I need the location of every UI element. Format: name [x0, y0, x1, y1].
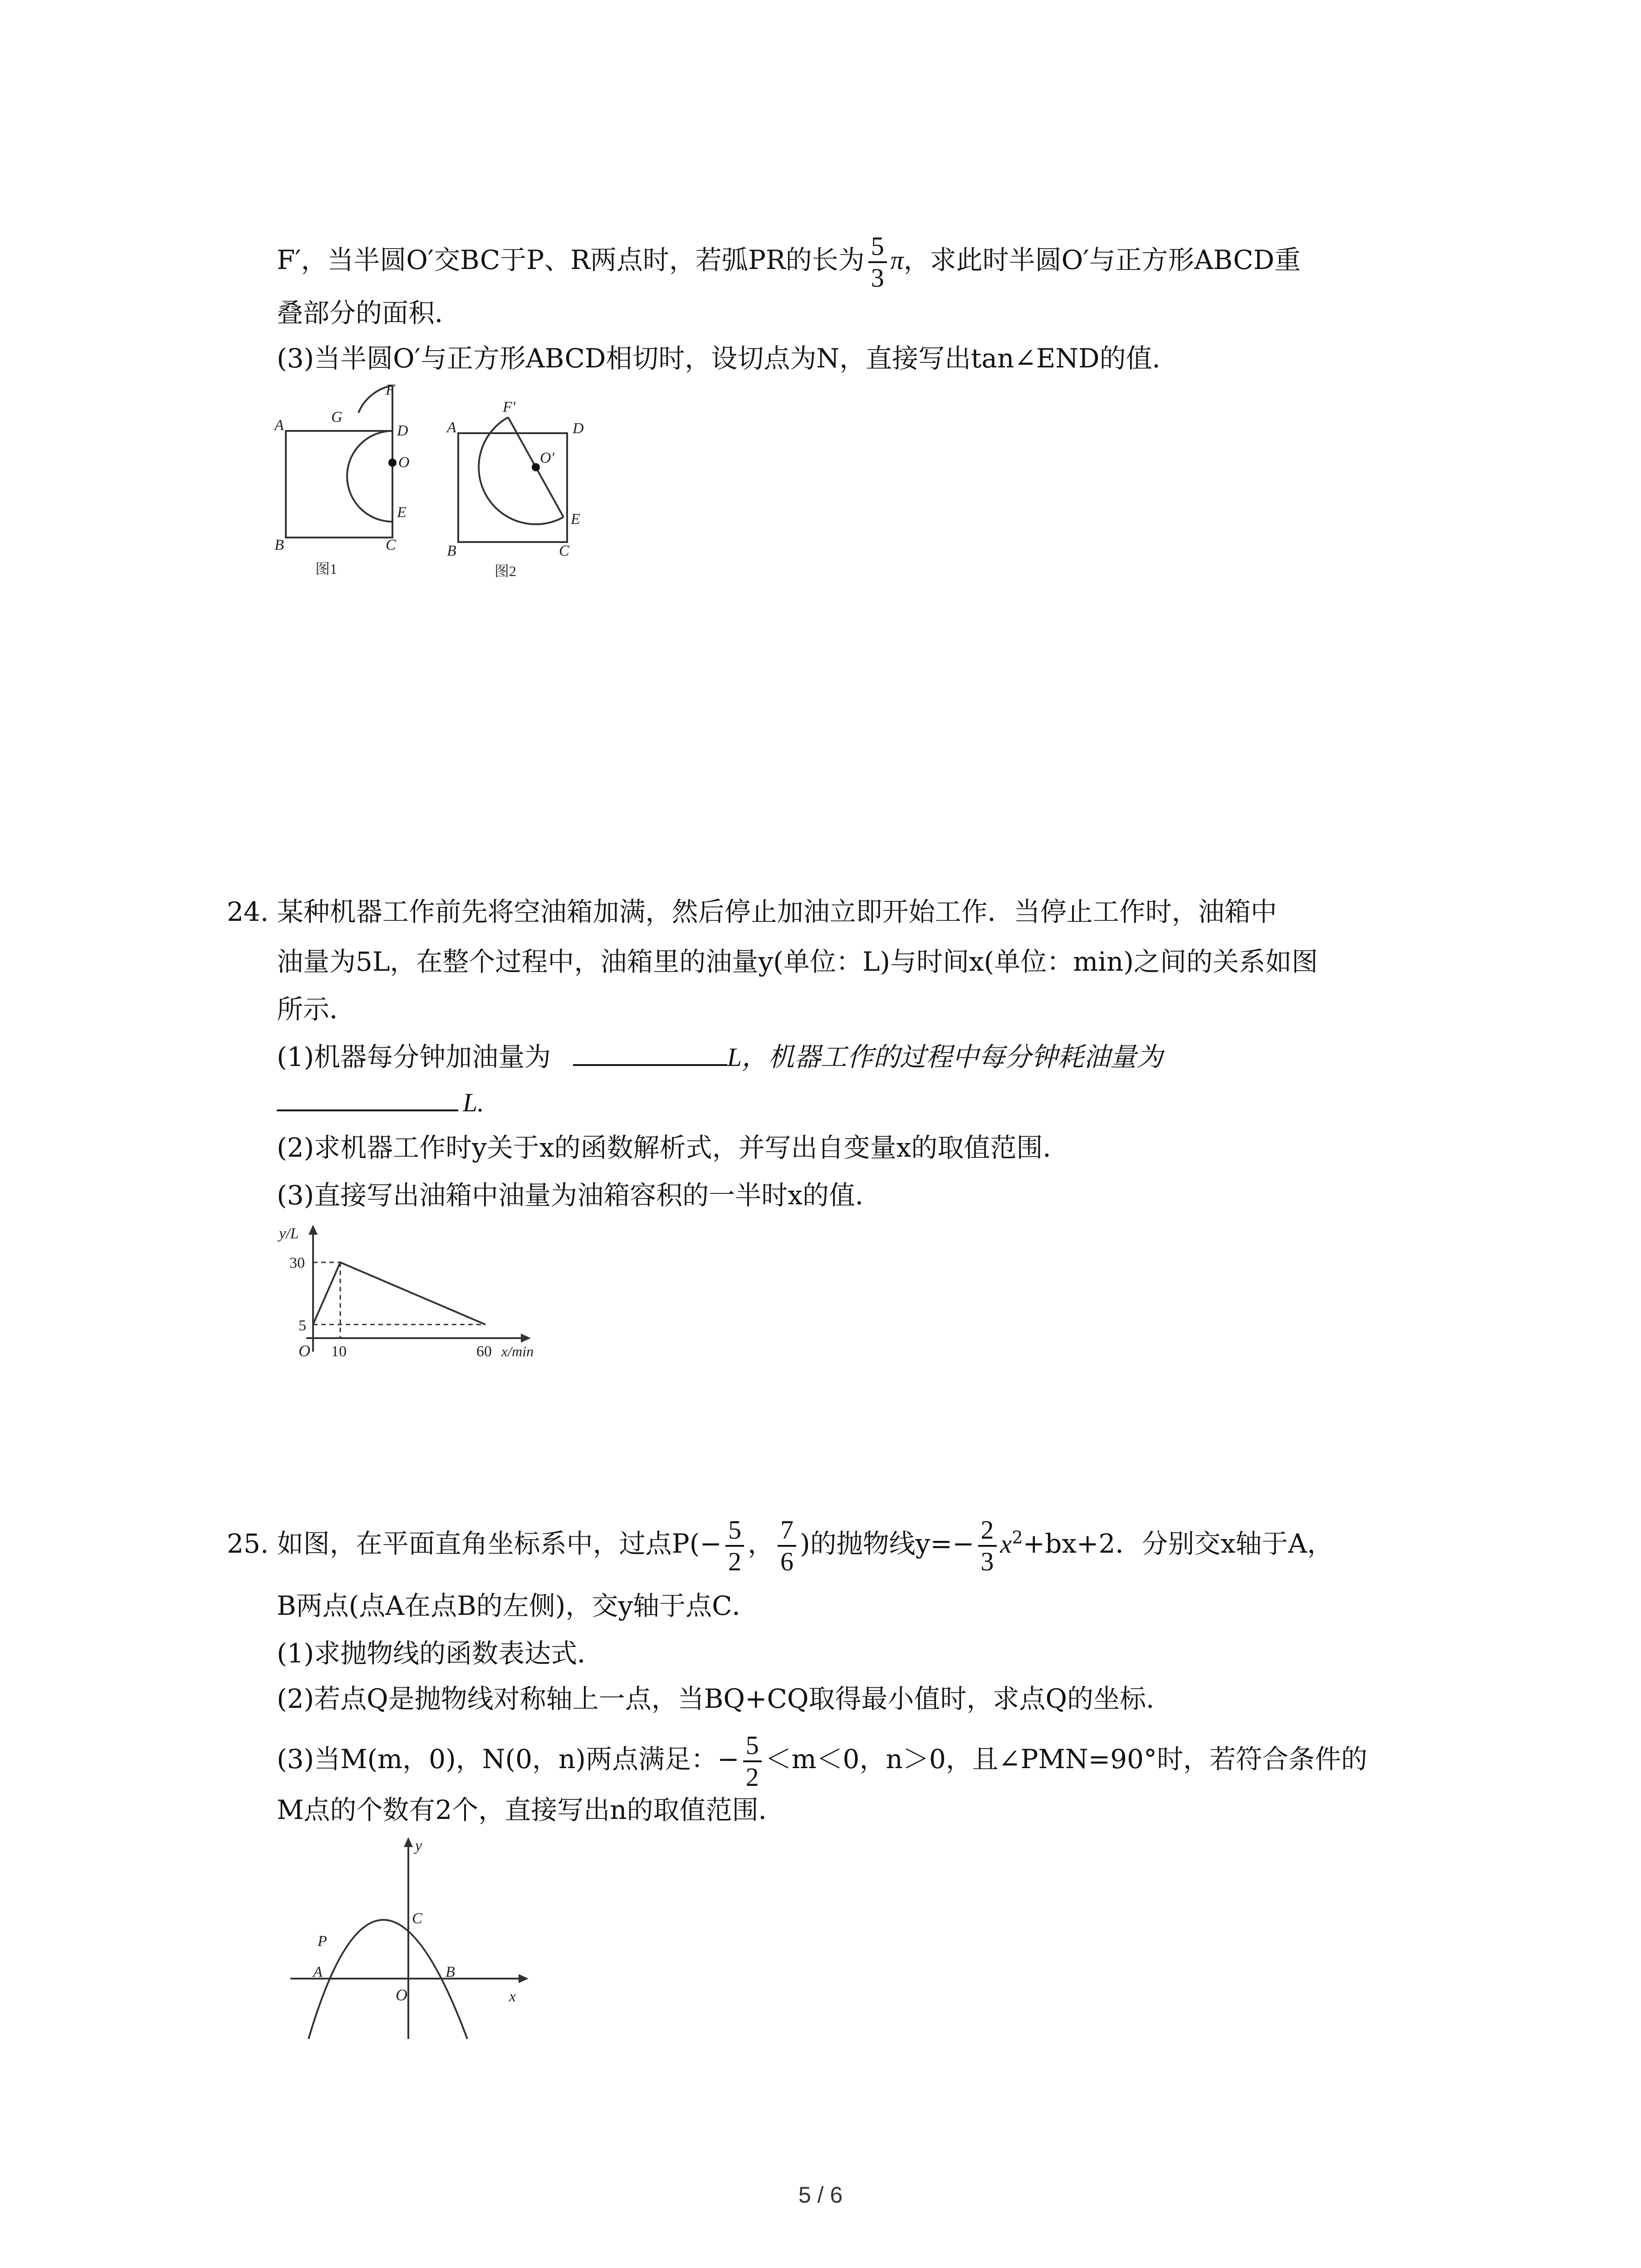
q23-text-b: ，求此时半圆O′与正方形ABCD重 — [903, 244, 1301, 276]
q25-part2: (2)若点Q是抛物线对称轴上一点，当BQ+CQ取得最小值时，求点Q的坐标． — [277, 1683, 1172, 1714]
m-bound-fraction: $\frac{5}{2}$ — [743, 1730, 762, 1792]
answer-blank-fill-rate[interactable] — [573, 1041, 727, 1066]
tick-x10: 10 — [331, 1343, 347, 1360]
q24-part1-line-2 — [277, 1084, 484, 1121]
label-d: D — [397, 422, 408, 439]
label-a: A — [274, 417, 284, 434]
x-axis-label: x/min — [501, 1343, 534, 1359]
oil-volume-line — [313, 1262, 485, 1325]
q24-line-2: 油量为5L，在整个过程中，油箱里的油量y(单位：L)与时间x(单位：min)之间的关系如图 — [277, 946, 1318, 977]
arc-length-fraction: $\frac{5}{3}$ — [868, 231, 887, 293]
point-p-label: P — [318, 1933, 327, 1950]
label-o: O — [398, 454, 410, 471]
q24-line-3: 所示． — [277, 994, 356, 1025]
q24-part2: (2)求机器工作时y关于x的函数解析式，并写出自变量x的取值范围． — [277, 1132, 1069, 1163]
y-axis-label: y/L — [279, 1225, 299, 1242]
q25-line-1: 25. 如图，在平面直角坐标系中，过点P(− $\frac{5}{2}$ ， $\frac{7}{6}$ )的抛物线y=− $\frac{2}{3}$ $x^2+bx+2$．分别交x轴于A， — [227, 1515, 1334, 1576]
q24-line-1: 24. 某种机器工作前先将空油箱加满，然后停止加油立即开始工作．当停止工作时，油箱中 — [227, 896, 1277, 927]
label-c: C — [386, 537, 396, 553]
y-axis-arrow — [404, 1837, 413, 1847]
px-fraction: $\frac{5}{2}$ — [725, 1515, 744, 1577]
label-f: F — [386, 381, 395, 398]
q24-part1-c: L. — [463, 1088, 484, 1117]
q23-figure-1 — [272, 372, 436, 585]
origin-label: O — [299, 1342, 310, 1360]
point-b-label: B — [446, 1964, 455, 1980]
x-axis-arrow — [521, 1334, 531, 1343]
q25-part3-line: (3)当M(m，0)，N(0，n)两点满足：− $\frac{5}{2}$ ＜m＜0，n＞0，且∠PMN=90°时，若符合条件的 — [277, 1730, 1367, 1792]
x-axis-arrow — [519, 1974, 529, 1983]
center-point-o — [388, 459, 397, 467]
square-abcd — [286, 431, 392, 538]
coefficient-fraction: $\frac{2}{3}$ — [978, 1515, 997, 1577]
q23-continuation-line — [277, 231, 1301, 293]
figure-1-caption: 图1 — [315, 561, 338, 577]
y-label: y — [415, 1838, 422, 1854]
y-axis-arrow — [309, 1225, 318, 1235]
q24-part3: (3)直接写出油箱中油量为油箱容积的一半时x的值． — [277, 1180, 882, 1211]
label-e: E — [397, 504, 407, 521]
py-fraction: $\frac{7}{6}$ — [778, 1515, 796, 1577]
page-number: 5 / 6 — [798, 2182, 843, 2208]
q24-part1-b: L，机器工作的过程中每分钟耗油量为 — [727, 1042, 1163, 1072]
q25-part3-line-2: M点的个数有2个，直接写出n的取值范围． — [277, 1794, 785, 1825]
label-d: D — [573, 420, 584, 437]
label-e: E — [571, 511, 580, 528]
label-b: B — [447, 543, 456, 559]
label-b: B — [274, 537, 284, 553]
figure-2-caption: 图2 — [495, 563, 517, 579]
label-f-prime: F′ — [503, 399, 516, 415]
center-point-o — [532, 463, 540, 471]
origin-label: O — [396, 1986, 407, 2004]
label-c: C — [559, 543, 569, 559]
pi-symbol: π — [890, 245, 904, 275]
q23-continuation-line-2: 叠部分的面积． — [277, 298, 461, 328]
q24-part1-line — [277, 1039, 1163, 1075]
q23-part3: (3)当半圆O′与正方形ABCD相切时，设切点为N，直接写出tan∠END的值． — [277, 343, 1179, 374]
q23-text-a: F′，当半圆O′交BC于P、R两点时，若弧PR的长为 — [277, 244, 865, 276]
tick-x60: 60 — [476, 1343, 492, 1360]
q25-line-2: B两点(点A在点B的左侧)，交y轴于点C． — [277, 1590, 759, 1621]
answer-blank-consumption-rate[interactable] — [277, 1087, 458, 1111]
q24-part1-a: (1)机器每分钟加油量为 — [277, 1041, 551, 1072]
tick-y5: 5 — [299, 1317, 306, 1334]
label-o-prime: O′ — [540, 450, 554, 466]
q25-part1: (1)求抛物线的函数表达式． — [277, 1638, 604, 1669]
q25-parabola-graph — [277, 1833, 531, 2050]
point-a-label: A — [313, 1964, 323, 1980]
semicircle-arc — [347, 431, 392, 522]
label-a: A — [447, 419, 456, 436]
x-label: x — [509, 1988, 516, 2005]
q24-oil-volume-graph — [277, 1220, 558, 1374]
tick-y30: 30 — [289, 1255, 305, 1271]
q23-figure-2 — [445, 372, 608, 585]
label-g: G — [331, 409, 343, 425]
point-c-label: C — [412, 1910, 422, 1927]
